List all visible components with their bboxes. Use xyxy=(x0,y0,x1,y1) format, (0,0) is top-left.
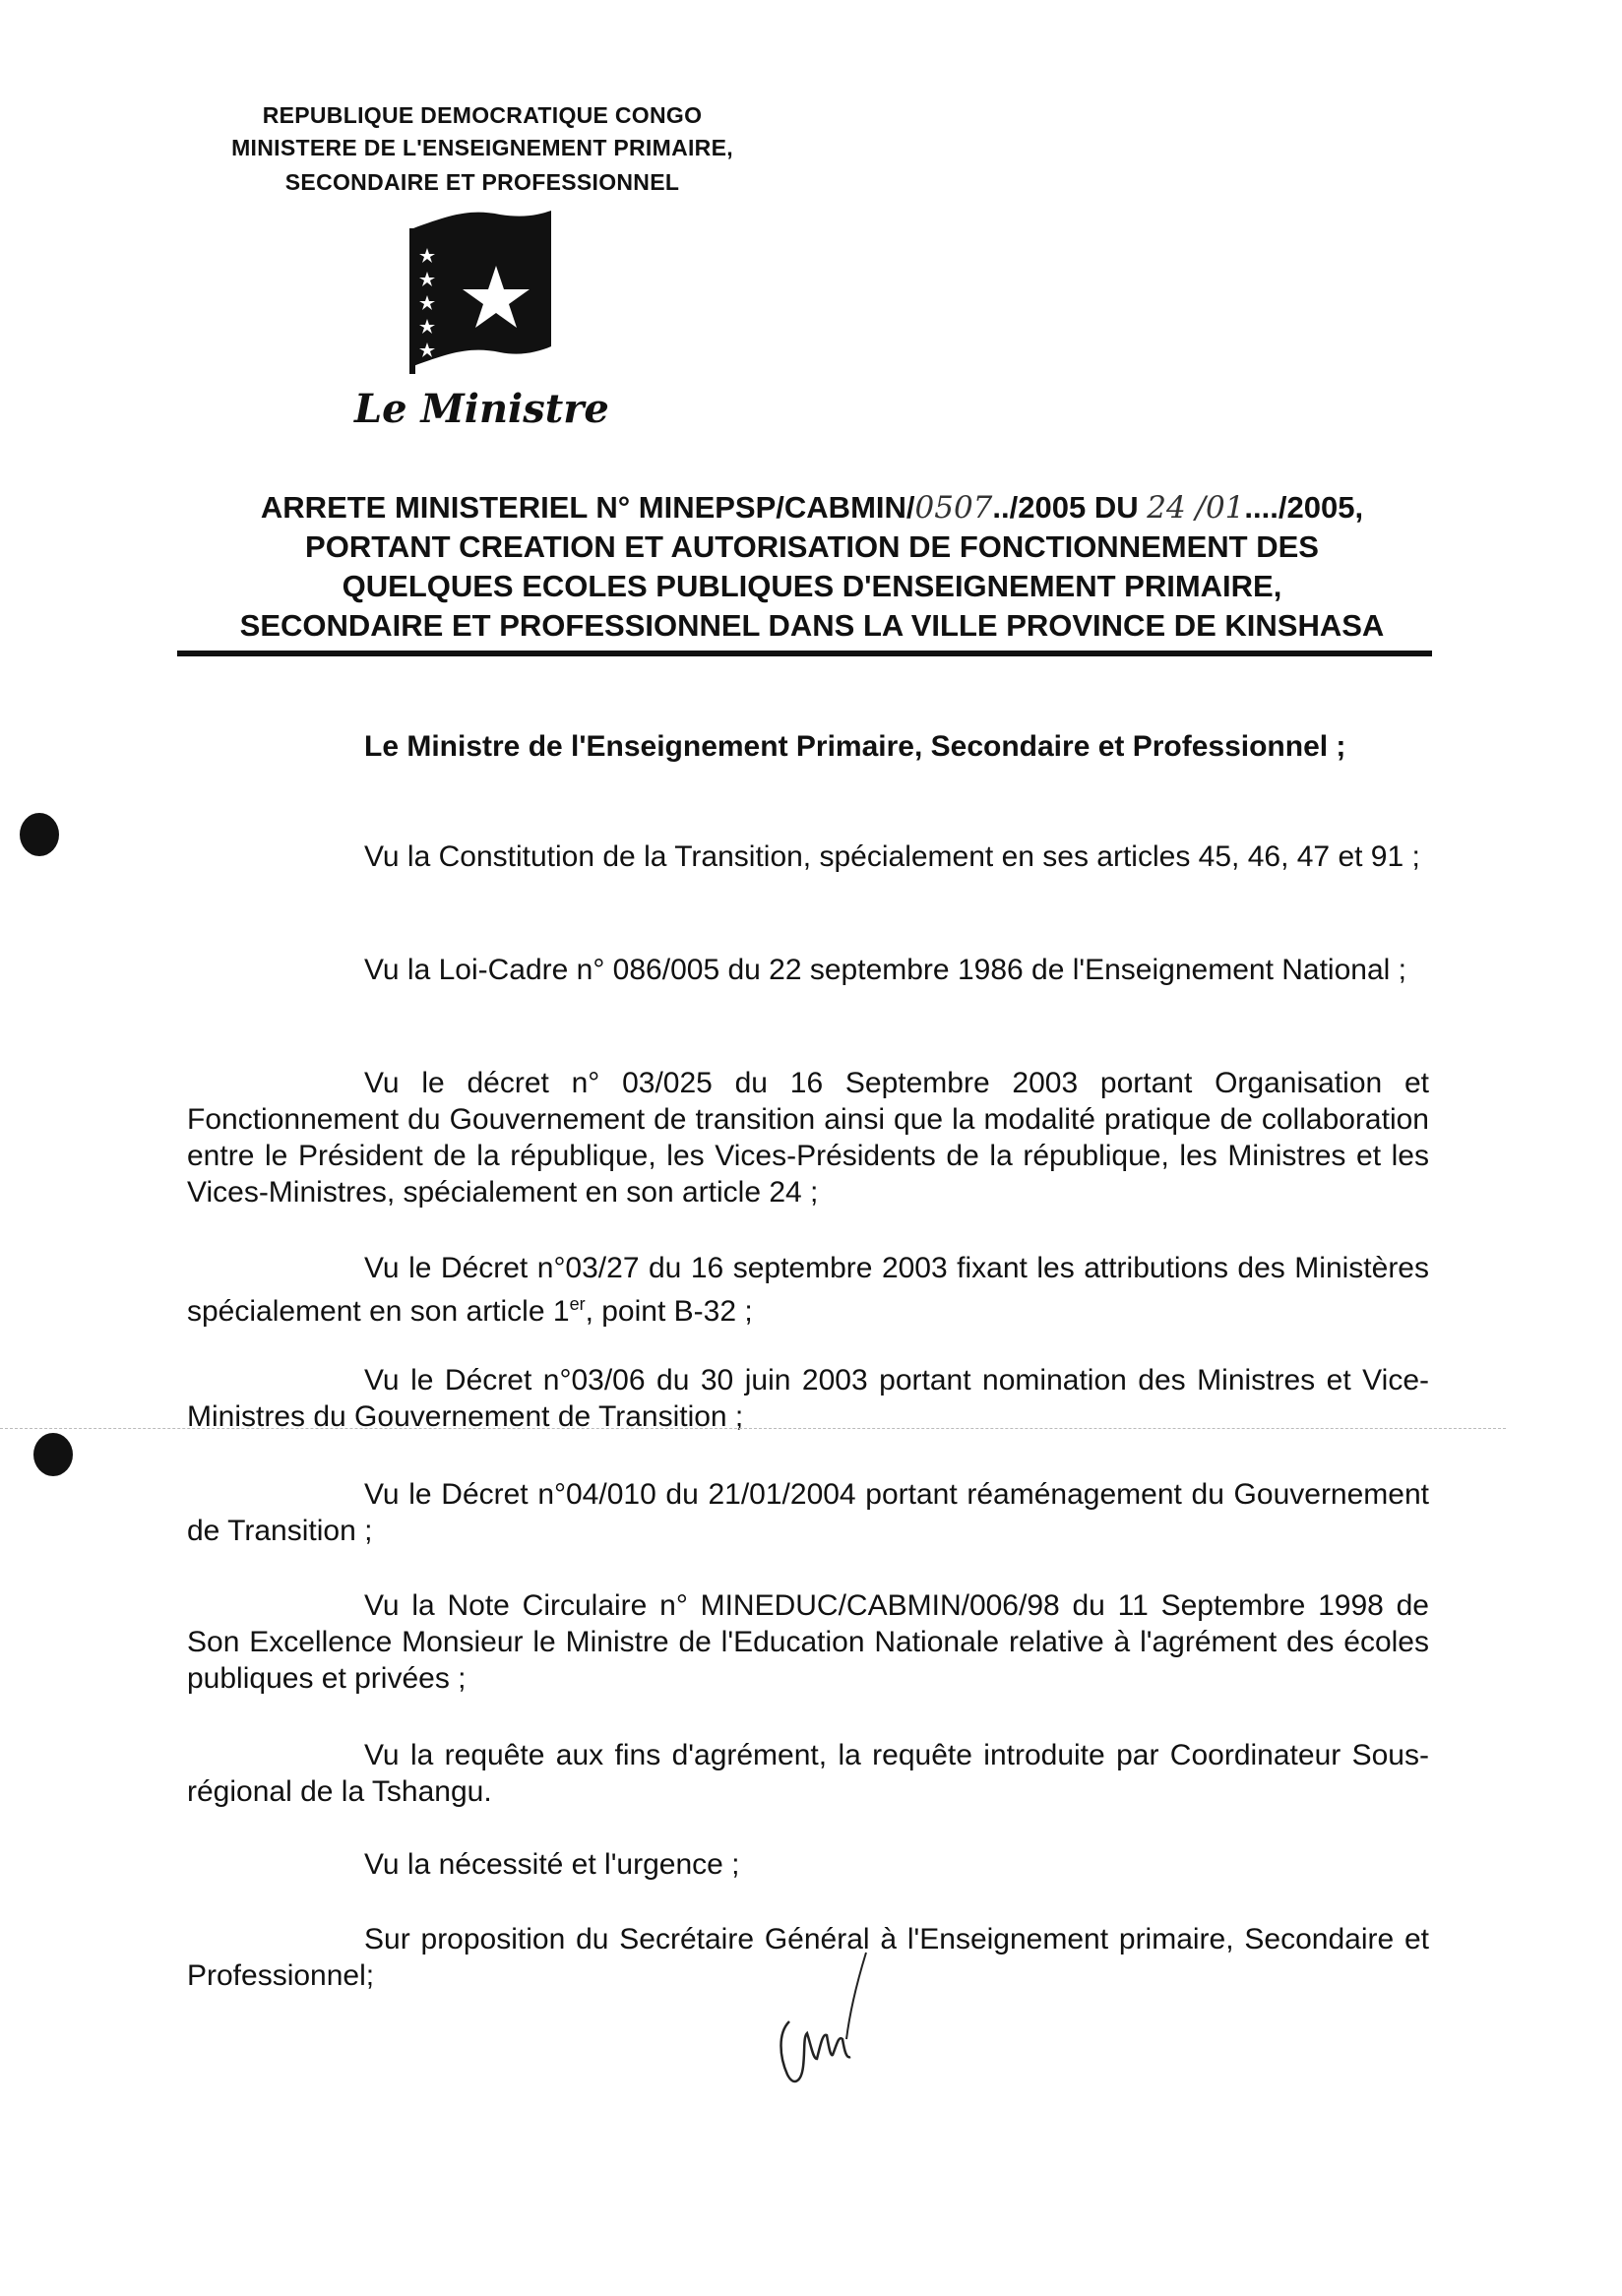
handwritten-initials xyxy=(768,1949,876,2096)
le-ministre-label: Le Ministre xyxy=(354,386,609,432)
decree-title-line-1: ARRETE MINISTERIEL N° MINEPSP/CABMIN/0507../2005 DU 24 /01..../2005, xyxy=(260,490,1364,526)
punch-hole-top xyxy=(20,813,59,856)
paragraph-decret-03-025: Vu le décret n° 03/025 du 16 Septembre 2003 portant Organisation et Fonctionnement du Gouvernement de transition ainsi que la modalité pratique de collaboration entre le Président de la république, les Vices-Présidents de la république, les Ministres et les Vices-Ministres, spécialement en son article 24 ; xyxy=(187,1067,1429,1209)
title-underline xyxy=(177,651,1432,656)
decree-title xyxy=(177,488,1447,646)
paragraph-necessite: Vu la nécessité et l'urgence ; xyxy=(364,1848,740,1881)
paragraph-note-circulaire: Vu la Note Circulaire n° MINEDUC/CABMIN/006/98 du 11 Septembre 1998 de Son Excellence Monsieur le Ministre de l'Education Nationale relative à l'agrément des écoles publiques et privées ; xyxy=(187,1589,1429,1695)
scan-fold-line xyxy=(0,1428,1506,1429)
decree-title-line-2: PORTANT CREATION ET AUTORISATION DE FONCTIONNEMENT DES xyxy=(305,529,1319,564)
decree-date-handwritten: 24 /01 xyxy=(1147,490,1245,526)
paragraph-requete: Vu la requête aux fins d'agrément, la requête introduite par Coordinateur Sous-régional de la Tshangu. xyxy=(187,1739,1429,1808)
decree-title-line-4: SECONDAIRE ET PROFESSIONNEL DANS LA VILLE PROVINCE DE KINSHASA xyxy=(239,608,1385,643)
paragraph-preamble: Le Ministre de l'Enseignement Primaire, Secondaire et Professionnel ; xyxy=(364,730,1346,763)
flag-star-icon xyxy=(402,209,559,374)
paragraph-decret-03-06: Vu le Décret n°03/06 du 30 juin 2003 portant nomination des Ministres et Vice-Ministres du Gouvernement de Transition ; xyxy=(187,1364,1429,1433)
header-line-2: MINISTERE DE L'ENSEIGNEMENT PRIMAIRE, xyxy=(231,135,733,160)
paragraph-loi-cadre: Vu la Loi-Cadre n° 086/005 du 22 septembre 1986 de l'Enseignement National ; xyxy=(364,954,1406,986)
header-line-3: SECONDAIRE ET PROFESSIONNEL xyxy=(284,169,680,195)
paragraph-decret-04-010: Vu le Décret n°04/010 du 21/01/2004 portant réaménagement du Gouvernement de Transition ; xyxy=(187,1478,1429,1547)
paragraph-proposition: Sur proposition du Secrétaire Général à l'Enseignement primaire, Secondaire et Professionnel; xyxy=(187,1923,1429,1992)
punch-hole-bottom xyxy=(33,1433,73,1476)
paragraph-constitution: Vu la Constitution de la Transition, spécialement en ses articles 45, 46, 47 et 91 ; xyxy=(364,840,1420,873)
decree-title-line-3: QUELQUES ECOLES PUBLIQUES D'ENSEIGNEMENT PRIMAIRE, xyxy=(342,569,1282,603)
decree-number-handwritten: 0507 xyxy=(914,490,993,526)
header-line-1: REPUBLIQUE DEMOCRATIQUE CONGO xyxy=(262,102,703,128)
paragraph-decret-03-27: Vu le Décret n°03/27 du 16 septembre 2003 fixant les attributions des Ministères spécialement en son article 1er, point B-32 ; xyxy=(187,1252,1429,1328)
